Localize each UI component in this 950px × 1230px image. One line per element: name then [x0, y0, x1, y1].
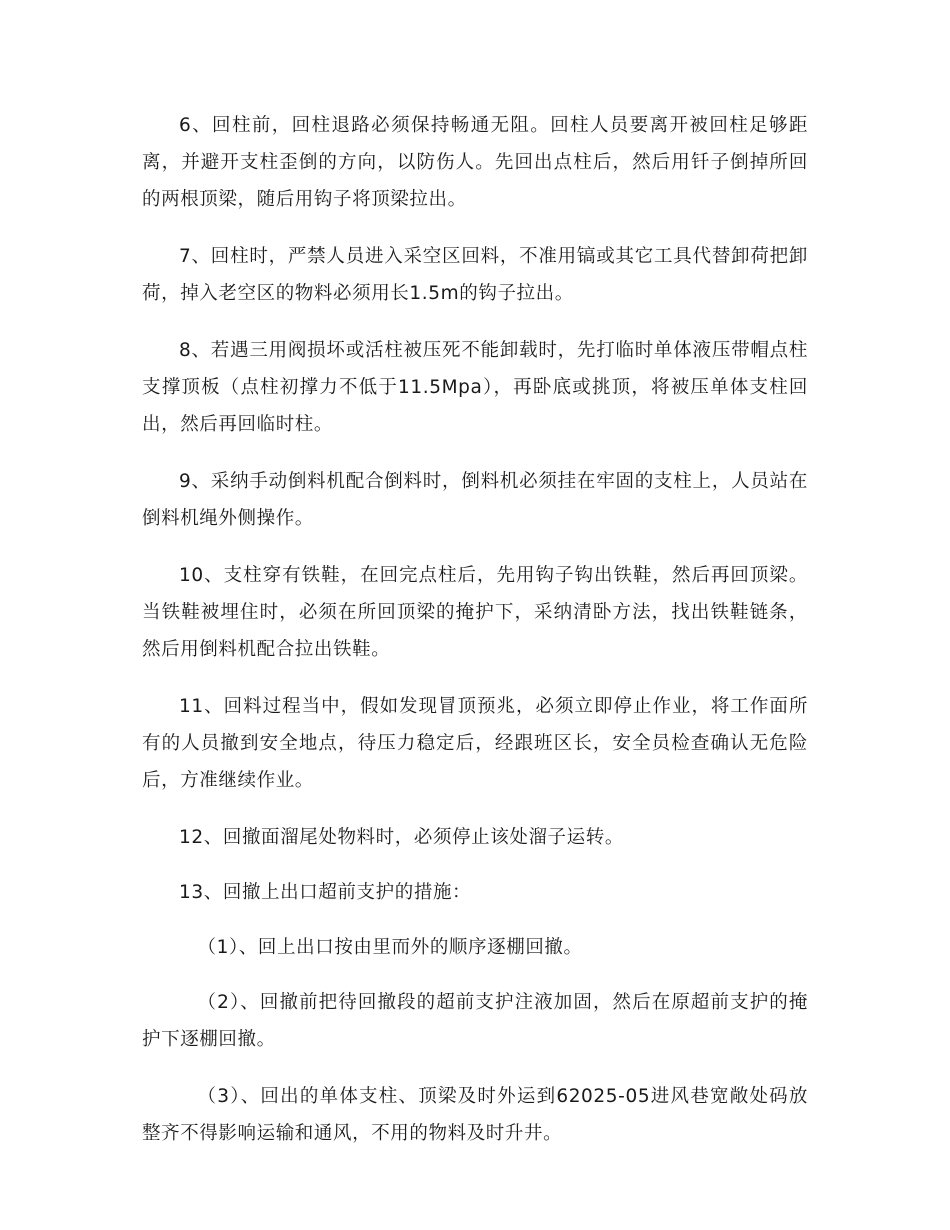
sub-item-1: （1）、回上出口按由里而外的顺序逐棚回撤。: [197, 937, 583, 958]
sub-item-2: （2）、回撤前把待回撤段的超前支护注液加固，然后在原超前支护的掩护下逐棚回撤。: [142, 992, 808, 1050]
paragraph-9: 9、采纳手动倒料机配合倒料时，倒料机必须挂在牢固的支柱上，人员站在倒料机绳外侧操作。: [142, 471, 808, 529]
paragraph-13: 13、回撤上出口超前支护的措施：: [179, 882, 472, 903]
sub-item-3: （3）、回出的单体支柱、顶梁及时外运到62025-05进风巷宽敞处码放整齐不得影响运输和通风，不用的物料及时升井。: [142, 1086, 808, 1144]
document-page: [142, 107, 808, 1172]
paragraph-10: 10、支柱穿有铁鞋，在回完点柱后，先用钩子钩出铁鞋，然后再回顶梁。当铁鞋被埋住时，必须在所回顶梁的掩护下，采纳清卧方法，找出铁鞋链条，然后用倒料机配合拉出铁鞋。: [142, 565, 808, 660]
paragraph-7: 7、回柱时，严禁人员进入采空区回料，不准用镐或其它工具代替卸荷把卸荷，掉入老空区的物料必须用长1.5m的钩子拉出。: [142, 246, 808, 304]
paragraph-8: 8、若遇三用阀损坏或活柱被压死不能卸载时，先打临时单体液压带帽点柱支撑顶板（点柱初撑力不低于11.5Mpa），再卧底或挑顶，将被压单体支柱回出，然后再回临时柱。: [142, 340, 808, 435]
paragraph-6: 6、回柱前，回柱退路必须保持畅通无阻。回柱人员要离开被回柱足够距离，并避开支柱歪倒的方向，以防伤人。先回出点柱后，然后用钎子倒掉所回的两根顶梁，随后用钩子将顶梁拉出。: [142, 115, 808, 210]
paragraph-12: 12、回撤面溜尾处物料时，必须停止该处溜子运转。: [179, 827, 624, 848]
paragraph-11: 11、回料过程当中，假如发现冒顶预兆，必须立即停止作业，将工作面所有的人员撤到安全地点，待压力稳定后，经跟班区长，安全员检查确认无危险后，方准继续作业。: [142, 696, 808, 791]
